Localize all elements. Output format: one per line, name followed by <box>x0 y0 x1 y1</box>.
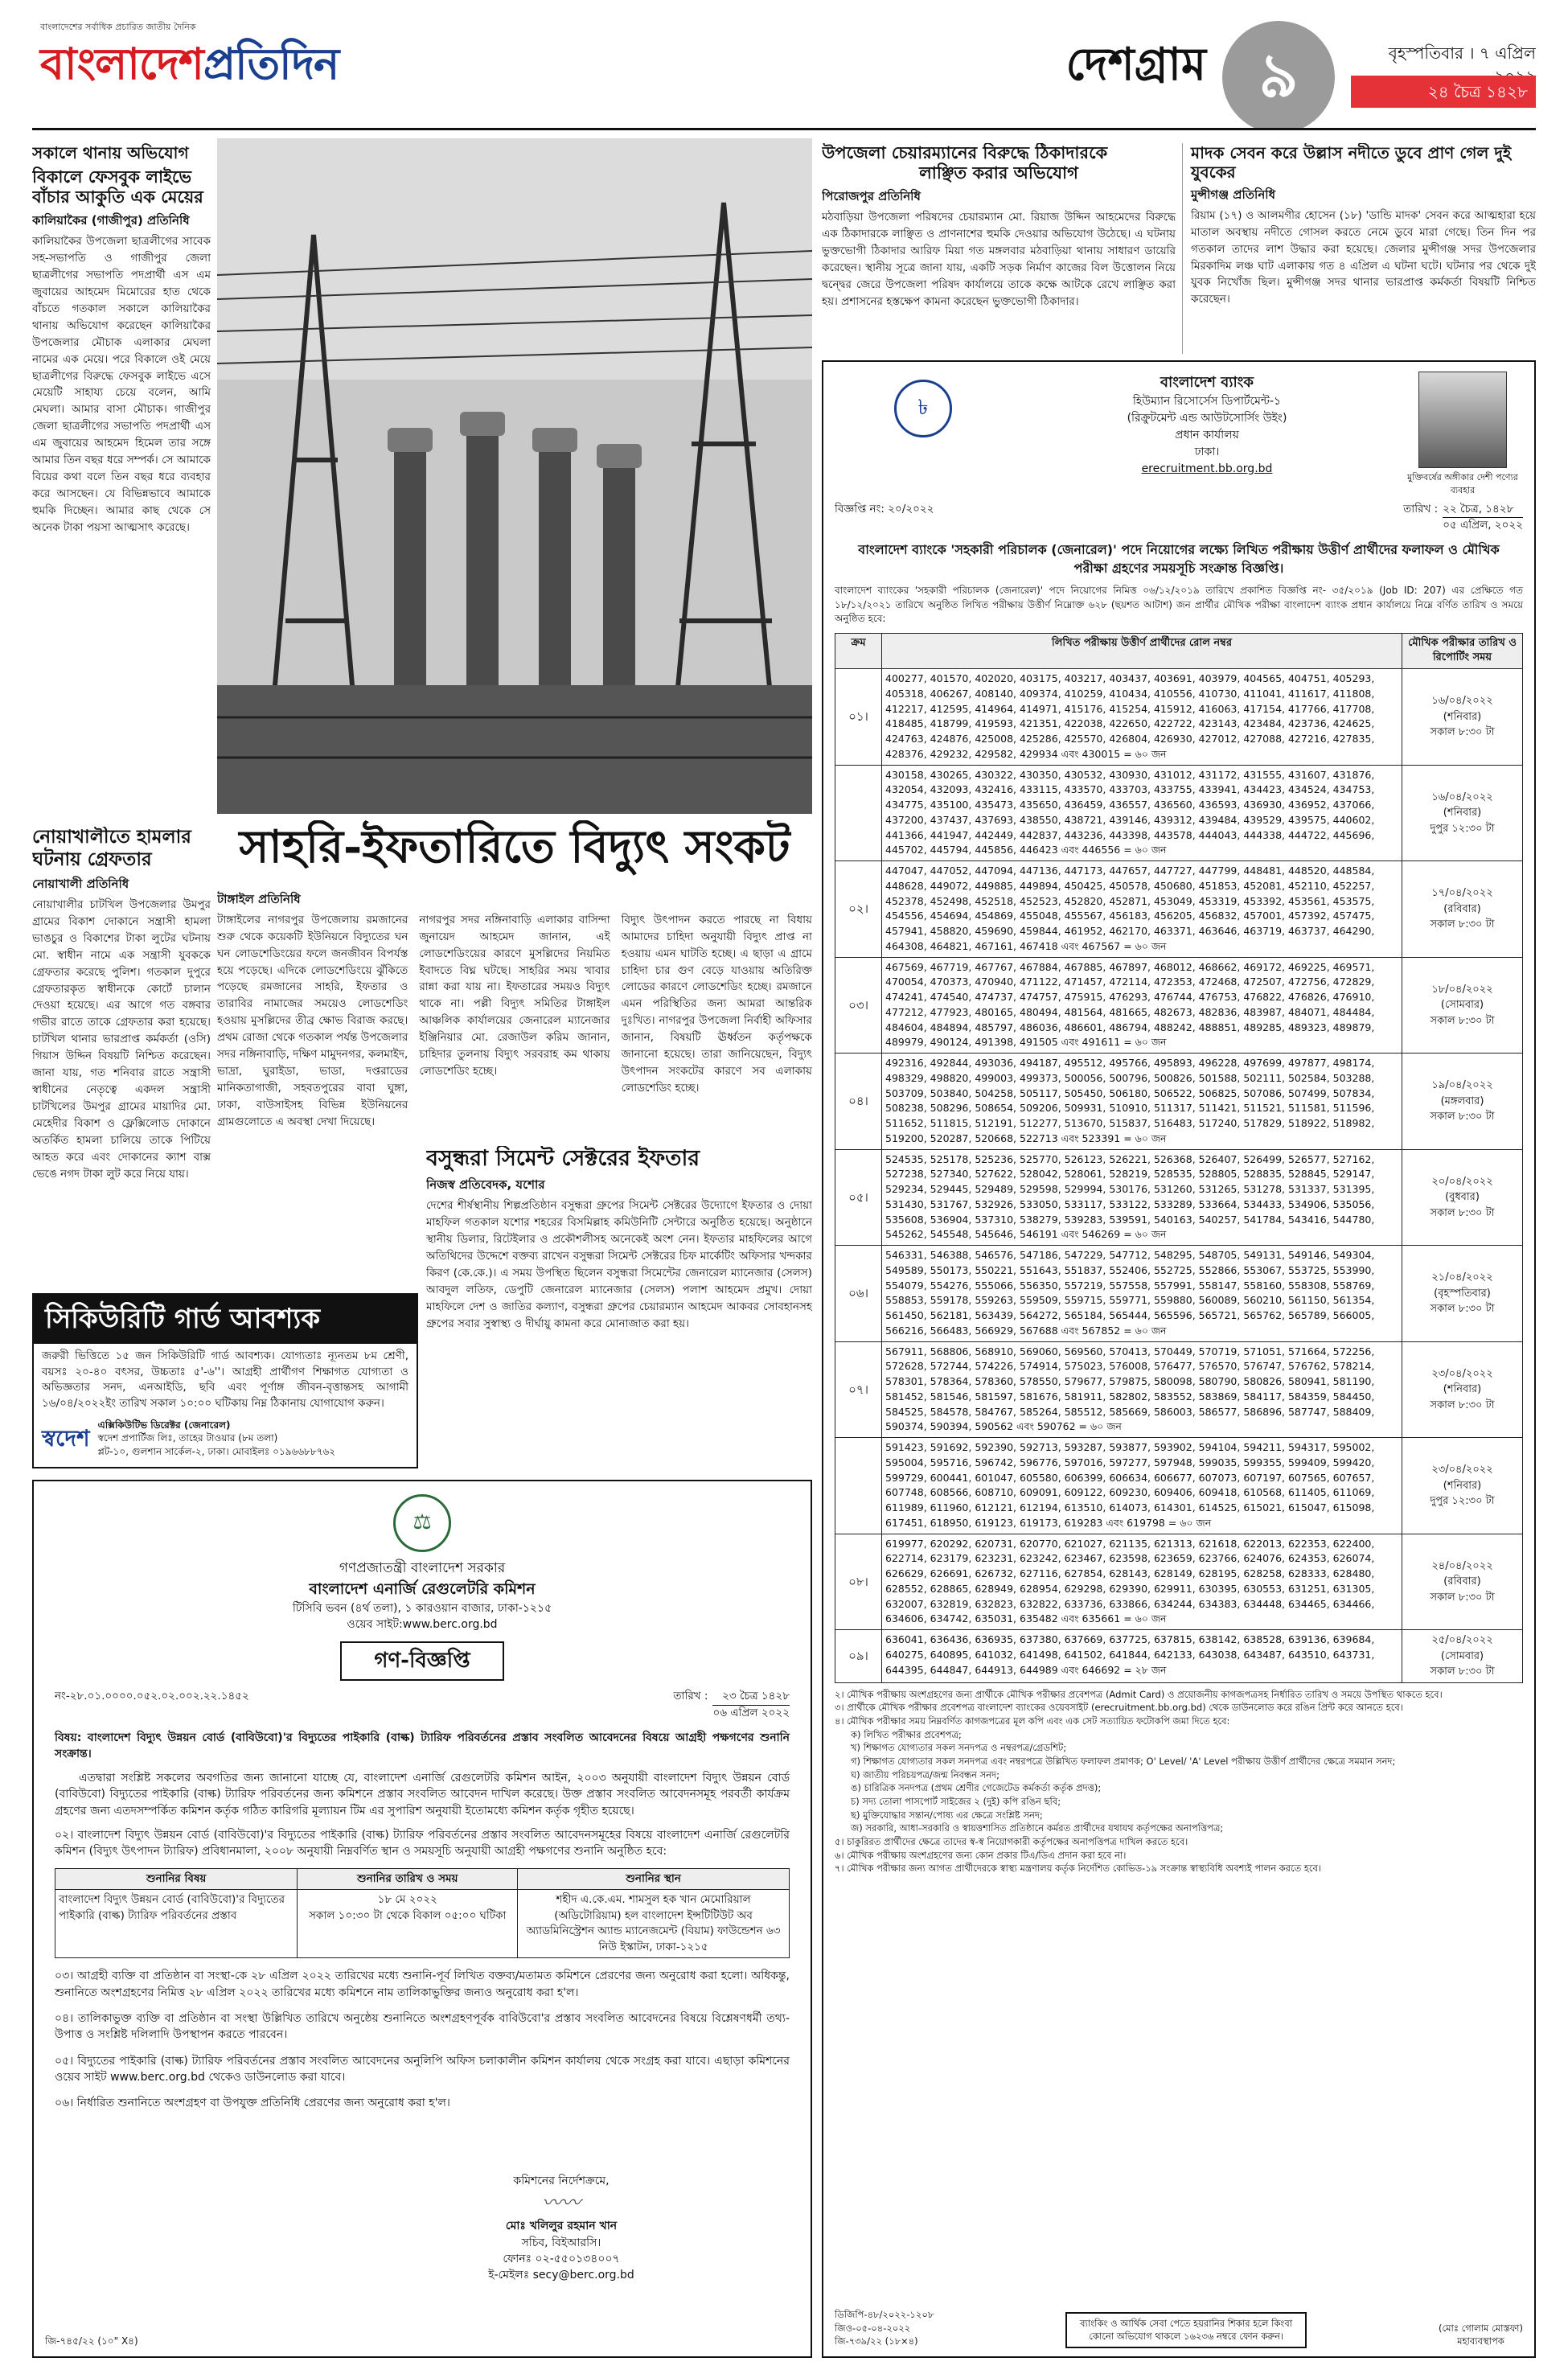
note-item: ৩। প্রার্থীকে মৌখিক পরীক্ষার প্রবেশপত্র বাংলাদেশ ব্যাংকের ওয়েবসাইট (erecruitment.bb.org.bd) থেকে ডাউনলোড করে রঙিন প্রিন্ট করে আনতে হবে। <box>835 1702 1403 1714</box>
story-noakhali <box>32 827 211 1277</box>
ad-berc-notice <box>32 1480 812 2358</box>
bank-notice-number: বিজ্ঞপ্তি নং: ২০/২০২২ <box>835 502 934 515</box>
note-item: খ) শিক্ষাগত যোগ্যতার সকল সনদপত্র ও নম্বরপত্র/গ্রেডশিট; <box>851 1742 1067 1754</box>
bank-dept: হিউম্যান রিসোর্সেস ডিপার্টমেন্ট-১ <box>1132 395 1282 408</box>
bank-website[interactable]: erecruitment.bb.org.bd <box>1141 462 1273 475</box>
berc-gov: গণপ্রজাতন্ত্রী বাংলাদেশ সরকার <box>339 1560 506 1576</box>
row-rolls: 636041, 636436, 636935, 637380, 637669, 637725, 637815, 638142, 638528, 639136, 639684, 640275, 640895, 641032, 641498, 641502, 641844, 642133, 643038, 643487, 643510, 643731, 644395, 644847, 644913, 644989 এবং 646692 = ২৮ জন <box>882 1630 1402 1683</box>
row-date: ১৭/০৪/২০২২ (রবিবার) সকাল ৮:৩০ টা <box>1402 861 1523 958</box>
row-rolls: 400277, 401570, 402020, 403175, 403217, 403437, 403691, 403979, 404565, 404751, 405293, 405318, 406267, 408140, 409374, 410259, 410434, 410556, 410730, 411041, 411617, 411808, 412217, 412595, 414964, 414971, 415176, 415254, 415912, 416063, 417154, 417766, 417708, 418485, 418799, 419593, 421351, 422038, 422650, 422722, 423143, 423484, 423736, 424625, 424763, 424876, 425008, 425286, 425570, 426804, 426930, 427012, 427088, 427216, 427835, 428376, 429232, 429582, 429934 এবং 430015 = ৬০ জন <box>882 669 1402 766</box>
bank-city: ঢাকা। <box>1194 446 1220 458</box>
row-rolls: 430158, 430265, 430322, 430350, 430532, 430930, 431012, 431172, 431555, 431607, 431876, 432054, 432093, 432416, 433115, 433570, 433703, 433755, 433941, 434423, 434524, 434753, 434775, 435100, 435473, 435650, 436459, 436557, 436560, 436593, 436930, 436952, 437066, 437200, 437437, 437693, 438550, 438721, 439146, 439312, 439484, 439529, 439575, 440602, 441366, 441947, 442449, 442837, 443236, 443398, 443578, 444043, 444338, 444722, 445696, 445702, 445794, 445856, 446423 এবং 446556 = ৬০ জন <box>882 765 1402 861</box>
row-serial: ০২। <box>835 861 882 958</box>
swadesh-logo: স্বদেশ <box>42 1424 90 1452</box>
berc-hearing-table <box>55 1868 790 1959</box>
note-item: ৭। মৌখিক পরীক্ষার জন্য আগত প্রার্থীদেরকে স্বাস্থ্য মন্ত্রণালয় কর্তৃক নির্দেশিত কোভিড-১৯ সংক্রান্ত স্বাস্থ্যবিধি অবশ্যই পালন করতে হবে। <box>835 1863 1322 1875</box>
signature-icon: 〰〰 <box>542 2191 581 2215</box>
ad-security-guard <box>32 1293 418 1468</box>
berc-sign-title: সচিব, বিইআরসি। <box>521 2236 601 2249</box>
story-drowning <box>1182 143 1536 354</box>
masthead-tagline: বাংলাদেশের সর্বাধিক প্রচারিত জাতীয় দৈনিক <box>40 22 196 32</box>
power-substation-photo <box>217 138 812 814</box>
table-header: শুনানির তারিখ ও সময় <box>298 1868 518 1890</box>
berc-sign-name: মোঃ খলিলুর রহমান খান <box>505 2220 618 2233</box>
note-item: ঙ) চারিত্রিক সনদপত্র (প্রথম শ্রেণীর গেজেটেড কর্মকর্তা কর্তৃক প্রদত্ত); <box>851 1782 1102 1794</box>
row-rolls: 567911, 568806, 568910, 569060, 569560, 570413, 570449, 570719, 571051, 571664, 572256, 572628, 572744, 574226, 574914, 575023, 576008, 576477, 576570, 576747, 576762, 578214, 578301, 578364, 578360, 578550, 579677, 579875, 580098, 580790, 580826, 580941, 581190, 581452, 581546, 581597, 581676, 581911, 582802, 583552, 583869, 584117, 584359, 584450, 584525, 584578, 584767, 585264, 585512, 585669, 586003, 586577, 586896, 587747, 588409, 590374, 590394, 590562 এবং 590762 = ৬০ জন <box>882 1341 1402 1438</box>
berc-website[interactable]: ওয়েব সাইট:www.berc.org.bd <box>347 1618 498 1632</box>
row-rolls: 619977, 620292, 620731, 620770, 621027, 621135, 621313, 621618, 622013, 622353, 622400, 622714, 623179, 623231, 623242, 623467, 623598, 623659, 623766, 624076, 624353, 626074, 626629, 626691, 626732, 627116, 627854, 628143, 628149, 628195, 628258, 628333, 628480, 628552, 628865, 628949, 628954, 629298, 629390, 629911, 630395, 630553, 631251, 631305, 632007, 632819, 632823, 632822, 633736, 633866, 634244, 634383, 634448, 634465, 634466, 634606, 634742, 635031, 635482 এবং 635661 = ৬০ জন <box>882 1534 1402 1630</box>
row-serial: ০৪। <box>835 1054 882 1150</box>
berc-para-1: এতদ্বারা সংশ্লিষ্ট সকলের অবগতির জন্য জানানো যাচ্ছে যে, বাংলাদেশ এনার্জি রেগুলেটরি কমিশন আইন, ২০০৩ অনুযায়ী বাংলাদেশ বিদ্যুৎ উন্নয়ন বোর্ড (বাবিউবো) বিদ্যুতের পাইকারি (বাল্ক) ট্যারিফ পরিবর্তনের জন্য কমিশনে প্রস্তাব সংবলিত আবেদন দাখিল করেছে। উক্ত প্রস্তাব সংবলিত আবেদনসমূহ পরবর্তী কার্যক্রম গ্রহণের জন্য এতদসম্পর্কিত কমিশন কর্তৃক গঠিত কারিগরি মূল্যায়ন টিম এর সুপারিশ অনুযায়ী ইতোমধ্যে কমিশন কর্তৃক গৃহীত হয়েছে। <box>55 1772 790 1817</box>
berc-para-4: ০৪। তালিকাভুক্ত ব্যক্তি বা প্রতিষ্ঠান বা সংস্থা উল্লিখিত তারিখে অনুষ্ঠেয় শুনানিতে অংশগ্রহণপূর্বক বাবিউবো'র প্রস্তাব সংবলিত আবেদনের বিষয়ে বিশ্লেষণধর্মী তথ্য-উপাত্ত ও সংশ্লিষ্ট দলিলাদি উপস্থাপন করতে পারবেন। <box>55 2012 790 2042</box>
portrait-image <box>1418 372 1507 468</box>
row-rolls: 546331, 546388, 546576, 547186, 547229, 547712, 548295, 548705, 549131, 549146, 549304, 549589, 550173, 550221, 551643, 551837, 552406, 552725, 552866, 553067, 553725, 553990, 554079, 554276, 555066, 556350, 557219, 557558, 557991, 558147, 558160, 558308, 558769, 558853, 559178, 559263, 559509, 559715, 559771, 559880, 560089, 560210, 561150, 561354, 561450, 562181, 563439, 564272, 565184, 565444, 565596, 565721, 565762, 565789, 566005, 566216, 566483, 566929, 567688 এবং 567852 = ৬০ জন <box>882 1246 1402 1342</box>
masthead <box>32 10 1536 130</box>
berc-date-bn: ২৩ চৈত্র ১৪২৮ <box>712 1689 790 1706</box>
row-date: ২০/০৪/২০২২ (বুধবার) সকাল ৮:৩০ টা <box>1402 1149 1523 1246</box>
table-header: ক্রম <box>835 633 882 669</box>
table-row <box>835 765 1523 861</box>
row-rolls: 447047, 447052, 447094, 447136, 447173, 447657, 447727, 447799, 448481, 448520, 448584, 448628, 449072, 449885, 449894, 450425, 450578, 450680, 451853, 452081, 452110, 452257, 452378, 452498, 452518, 452523, 452820, 452871, 453049, 453319, 453392, 453561, 453575, 454556, 454694, 454869, 455048, 455567, 456183, 456205, 456832, 457001, 457392, 457475, 457941, 458820, 459690, 459844, 461952, 462170, 463371, 463646, 463719, 463737, 464290, 464308, 464821, 467161, 467418 এবং 467567 = ৬০ জন <box>882 861 1402 958</box>
row-date: ২৩/০৪/২০২২ (শনিবার) সকাল ৮:৩০ টা <box>1402 1341 1523 1438</box>
section-title: দেশগ্রাম <box>1065 39 1206 91</box>
ad-body: জরুরী ভিত্তিতে ১৫ জন সিকিউরিটি গার্ড আবশ্যক। যোগ্যতাঃ ন্যূনতম ৮ম শ্রেণী, বয়সঃ ২০-৪০ বৎসর, উচ্চতাঃ ৫'-৬''। আগ্রহী প্রার্থীগণ শিক্ষাগত যোগ্যতা ও অভিজ্ঞতার সনদ, এনআইডি, ছবি এবং পূর্ণাঙ্গ জীবন-বৃত্তান্তসহ আগামী ১৬/০৪/২০২২ইং তারিখ সকাল ১০:০০ ঘটিকায় নিম্ন ঠিকানায় যোগাযোগ করুন। <box>42 1349 408 1410</box>
berc-title: গণ-বিজ্ঞপ্তি <box>340 1641 503 1682</box>
substation-image <box>217 138 812 814</box>
story-body: মঠবাড়িয়া উপজেলা পরিষদের চেয়ারম্যান মো. রিয়াজ উদ্দিন আহমেদের বিরুদ্ধে এক ঠিকাদারকে লাঞ্ছিত ও প্রাণনাশের হুমকি দেওয়ার অভিযোগ উঠেছে। এ ঘটনায় ভুক্তভোগী ঠিকাদার আরিফ মিয়া গত মঙ্গলবার মঠবাড়িয়া থানায় সাধারণ ডায়েরি করেছেন। স্থানীয় সূত্রে জানা যায়, একটি সড়ক নির্মাণ কাজের বিল উত্তোলন নিয়ে দ্বন্দ্বের জেরে উপজেলা পরিষদ কার্যালয়ে তাকে কক্ষে আটকে রেখে লাঞ্ছিত করা হয়। প্রশাসনের হস্তক্ষেপ কামনা করেছেন ভুক্তভোগী ঠিকাদার। <box>822 211 1176 308</box>
table-header: মৌখিক পরীক্ষার তারিখ ও রিপোর্টিং সময় <box>1402 633 1523 669</box>
story-byline: নোয়াখালী প্রতিনিধি <box>32 877 129 892</box>
newspaper-logo[interactable]: বাংলাদেশপ্রতিদিন <box>40 38 339 89</box>
row-date: ১৬/০৪/২০২২ (শনিবার) সকাল ৮:৩০ টা <box>1402 669 1523 766</box>
table-row <box>835 1630 1523 1683</box>
row-rolls: 467569, 467719, 467767, 467884, 467885, 467897, 468012, 468662, 469172, 469225, 469571, 470054, 470373, 470940, 471122, 471457, 472114, 472353, 472468, 472507, 472756, 472829, 474241, 474540, 474737, 474757, 475915, 476293, 476744, 476753, 476822, 476826, 476910, 477212, 477923, 480165, 480494, 481564, 481665, 482673, 482836, 483987, 484071, 484484, 484604, 484894, 485797, 486036, 486601, 486794, 488242, 488851, 489285, 489323, 489879, 489979, 490124, 491398, 491505 এবং 491611 = ৬০ জন <box>882 957 1402 1054</box>
bank-date-en: ০৫ এপ্রিল, ২০২২ <box>1443 519 1523 532</box>
row-serial: ০৫। <box>835 1149 882 1246</box>
note-item: ঘ) জাতীয় পরিচয়পত্র/জন্ম নিবন্ধন সনদ; <box>851 1768 999 1780</box>
bank-office: প্রধান কার্যালয় <box>1175 429 1239 442</box>
row-serial <box>835 1438 882 1534</box>
berc-phone: ফোনঃ ০২-৫৫০১৩৪০০৭ <box>503 2252 620 2265</box>
table-header: শুনানির স্থান <box>518 1868 790 1890</box>
row-date: ১৬/০৪/২০২২ (শনিবার) দুপুর ১২:৩০ টা <box>1402 765 1523 861</box>
story-headline[interactable]: নোয়াখালীতে হামলার ঘটনায় গ্রেফতার <box>32 827 191 870</box>
row-rolls: 524535, 525178, 525236, 525770, 526123, 526221, 526368, 526407, 526499, 526577, 527162, 527238, 527340, 527622, 528042, 528061, 528219, 528535, 528805, 528835, 528845, 529147, 529234, 529445, 529489, 529598, 529994, 530176, 531260, 531265, 531278, 531337, 531395, 531430, 531767, 532926, 533050, 533117, 533122, 533289, 533664, 534433, 534906, 535056, 535608, 536904, 537310, 538279, 539283, 539591, 540163, 540257, 541784, 543416, 544780, 545262, 545548, 545646, 546191 এবং 546269 = ৬০ জন <box>882 1149 1402 1246</box>
row-rolls: 591423, 591692, 592390, 592713, 593287, 593877, 593902, 594104, 594211, 594317, 595002, 595004, 595716, 596742, 596776, 597016, 597277, 597948, 599035, 599355, 599409, 599420, 599729, 600441, 601047, 605580, 606399, 606634, 606677, 607073, 607197, 607565, 607657, 607748, 608566, 608710, 609091, 609122, 609230, 609406, 609418, 610568, 611405, 611069, 611989, 611960, 612121, 612194, 613510, 614073, 614301, 614525, 615021, 615047, 615098, 617451, 618950, 619123, 619173, 619283 এবং 619798 = ৬০ জন <box>882 1438 1402 1534</box>
row-date: ২৫/০৪/২০২২ (সোমবার) সকাল ৮:৩০ টা <box>1402 1630 1523 1683</box>
bank-date-bn: ২২ চৈত্র, ১৪২৮ <box>1443 502 1523 519</box>
bank-intro: বাংলাদেশ ব্যাংকের 'সহকারী পরিচালক (জেনারেল)' পদে নিয়োগের নিমিত্ত ০৬/১২/২০১৯ তারিখে প্রকাশিত বিজ্ঞপ্তি নং- ৩৫/২০১৯ (Job ID: 207) এর প্রেক্ষিতে গত ১৮/১২/২০২১ তারিখে অনুষ্ঠিত লিখিত পরীক্ষায় উত্তীর্ণ নিম্নোক্ত ৬২৮ (ছয়শত আটাশ) জন প্রার্থীর মৌখিক পরীক্ষা বাংলাদেশ ব্যাংক প্রধান কার্যালয়ে নিম্নে বর্ণিত তারিখ ও সময়ে অনুষ্ঠিত হবে: <box>835 585 1523 625</box>
berc-para-2: ০২। বাংলাদেশ বিদ্যুৎ উন্নয়ন বোর্ড (বাবিউবো)'র বিদ্যুতের পাইকারি (বাল্ক) ট্যারিফ পরিবর্তনের প্রস্তাব সংবলিত আবেদনসমূহের বিষয়ে বাংলাদেশ এনার্জি রেগুলেটরি কমিশন (বিদ্যুৎ উৎপাদন ট্যারিফ) প্রবিধানমালা, ২০০৮ অনুযায়ী নিম্নবর্ণিত স্থান ও সময়সূচি অনুযায়ী আগ্রহী পক্ষগণের শুনানি অনুষ্ঠিত হবে: <box>55 1829 790 1859</box>
bank-signatory: (মোঃ গোলাম মোস্তফা) মহাব্যবস্থাপক <box>1438 2322 1523 2347</box>
bank-footer-code: ডিজিপি-৪৮/২০২২-১২০৮ জিও-০৫-০৪-২০২২ জি-৭৩৯/২২ (১৮×৪) <box>835 2308 934 2347</box>
note-item: ৬। মৌখিক পরীক্ষায় অংশগ্রহণের জন্য কোন প্রকার টিএ/ডিএ প্রদান করা হবে না। <box>835 1849 1127 1861</box>
issue-date: বৃহস্পতিবার । ৭ এপ্রিল <box>1388 43 1536 63</box>
note-item: জ) সরকারি, আধা-সরকারি ও স্বায়ত্তশাসিত প্রতিষ্ঠানে কর্মরত প্রার্থীদের যথাযথ কর্তৃপক্ষের অনাপত্তিপত্র; <box>851 1822 1224 1834</box>
row-serial: ০৮। <box>835 1534 882 1630</box>
story-headline[interactable]: উপজেলা চেয়ারম্যানের বিরুদ্ধে ঠিকাদারকে <box>822 143 1108 162</box>
note-item: ২। মৌখিক পরীক্ষায় অংশগ্রহণের জন্য প্রার্থীকে মৌখিক পরীক্ষার প্রবেশপত্র (Admit Card) ও প্রয়োজনীয় কাগজপত্রসহ নির্ধারিত তারিখ ও সময়ে উপস্থিত থাকতে হবে। <box>835 1688 1443 1700</box>
story-body: রিয়াম (১৭) ও আলমগীর হোসেন (১৮) 'ডান্ডি মাদক' সেবন করে আত্মহারা হয়ে মাতাল অবস্থায় নদীতে গোসল করতে নেমে ডুবে মারা গেছে। তিন দিন পর গতকাল তাদের লাশ উদ্ধার করা হয়েছে। জেলার মুন্সীগঞ্জ সদর উপজেলার মিরকাদিম লঞ্চ ঘাট এলাকায় গত ৪ এপ্রিল এ ঘটনা ঘটে। ঘটনার পর থেকে দুই যুবক নিখোঁজ ছিল। মুন্সীগঞ্জ সদর থানার ভারপ্রাপ্ত কর্মকর্তা বিষয়টি নিশ্চিত করেছেন। <box>1191 208 1536 306</box>
story-byline: কালিয়াকৈর (গাজীপুর) প্রতিনিধি <box>32 213 190 228</box>
berc-para-3: ০৩। আগ্রহী ব্যক্তি বা প্রতিষ্ঠান বা সংস্থা-কে ২৮ এপ্রিল ২০২২ তারিখের মধ্যে শুনানি-পূর্ব লিখিত বক্তব্য/মতামত কমিশনে প্রেরণের জন্য অনুরোধ করা হলো। অধিকন্তু, শুনানিতে অংশগ্রহণের নিমিত্ত ২৮ এপ্রিল ২০২২ তারিখের মধ্যে কমিশনে নাম তালিকাভুক্তির জন্যও অনুরোধ করা হ'ল। <box>55 1969 790 1999</box>
note-item: ৪। মৌখিক পরীক্ষার সময় নিম্নবর্ণিত কাগজপত্রের মূল কপি এবং এক সেট সত্যায়িত ফটোকপি জমা দিতে হবে: <box>835 1715 1230 1727</box>
table-header: শুনানির বিষয় <box>55 1868 298 1890</box>
table-row <box>835 957 1523 1054</box>
berc-sign-caption: কমিশনের নির্দেশক্রমে, <box>513 2175 610 2187</box>
berc-subject: বিষয়: বাংলাদেশ বিদ্যুৎ উন্নয়ন বোর্ড (বাবিউবো)'র বিদ্যুতের পাইকারি (বাল্ক) ট্যারিফ পরিবর্তনের প্রস্তাব সংবলিত আবেদনের বিষয়ে আগ্রহী পক্ষগণের শুনানি সংক্রান্ত। <box>55 1731 790 1760</box>
table-row <box>835 1054 1523 1150</box>
bank-notes <box>835 1688 1523 1875</box>
ad-bangladesh-bank <box>822 360 1536 2358</box>
berc-seal-icon: ⚖ <box>393 1494 451 1552</box>
story-electricity-headline <box>217 820 812 885</box>
bank-logo-icon: ৳ <box>894 380 952 437</box>
story-headline-line2[interactable]: লাঞ্ছিত করার অভিযোগ <box>919 163 1078 183</box>
note-item: ৫। চাকুরিরত প্রার্থীদের ক্ষেত্রে তাদের স্ব-স্ব নিয়োগকারী কর্তৃপক্ষের অনাপত্তিপত্র দাখিল করতে হবে। <box>835 1836 1188 1848</box>
table-row: বাংলাদেশ বিদ্যুৎ উন্নয়ন বোর্ড (বাবিউবো)'র বিদ্যুতের পাইকারি (বাল্ক) ট্যারিফ পরিবর্তনের প্রস্তাব ১৮ মে ২০২২ সকাল ১০:৩০ টা থেকে বিকাল ০৫:০০ ঘটিকা শহীদ এ.কে.এম. শামসুল হক খান মেমোরিয়াল (অডিটোরিয়াম) হল বাংলাদেশ ইন্সটিটিউট অব অ্যাডমিনিস্ট্রেশন অ্যান্ড ম্যানেজমেন্ট (বিয়াম) ফাউন্ডেশন ৬৩ নিউ ইস্কাটন, ঢাকা-১২১৫ <box>55 1890 790 1958</box>
table-row <box>835 1149 1523 1246</box>
table-row <box>835 1246 1523 1342</box>
berc-para-6: ০৬। নির্ধারিত শুনানিতে অংশগ্রহণ বা উপযুক্ত প্রতিনিধি প্রেরণের জন্য অনুরোধ করা হ'ল। <box>55 2097 450 2110</box>
note-item: ছ) মুক্তিযোদ্ধার সন্তান/পোষ্য এর ক্ষেত্রে সংশ্লিষ্ট সনদ; <box>851 1809 1043 1821</box>
story-column-3: বিদ্যুৎ উৎপাদন করতে পারছে না বিধায় আমাদের চাহিদা অনুযায়ী বিদ্যুৎ প্রাপ্ত না হওয়ায় এমন ঘাটতি হচ্ছে। এ ছাড়া এ গ্রামে চাহিদা চার গুণ বেড়ে যাওয়ায় অতিরিক্ত লোডের কারণে লোডশেডিং হচ্ছে। রমজানে এমন পরিস্থিতির জন্য আমরা আন্তরিক দুঃখিত। নাগরপুর উপজেলা নির্বাহী অফিসার জানান, বিষয়টি ঊর্ধ্বতন কর্তৃপক্ষকে জানানো হয়েছে। তারা জানিয়েছেন, বিদ্যুৎ উৎপাদন সংকটের কারণে সব এলাকায় লোডশেডিং হচ্ছে। <box>621 913 812 1095</box>
ad-company: স্বদেশ প্রপার্টিজ লিঃ, তাহের টাওয়ার (৮ম তলা) <box>97 1432 278 1444</box>
bank-notice-title: বাংলাদেশ ব্যাংকে 'সহকারী পরিচালক (জেনারেল)' পদে নিয়োগের লক্ষ্যে লিখিত পরীক্ষায় উত্তীর্ণ প্রার্থীদের ফলাফল ও মৌখিক পরীক্ষা গ্রহণের সময়সূচি সংক্রান্ত বিজ্ঞপ্তি। <box>858 542 1500 577</box>
table-row <box>835 669 1523 766</box>
story-byline: মুন্সীগঞ্জ প্রতিনিধি <box>1191 187 1275 202</box>
story-bashundhara <box>426 1146 812 1419</box>
story-headline[interactable]: মাদক সেবন করে উল্লাস নদীতে ডুবে প্রাণ গেল দুই যুবকের <box>1191 143 1512 182</box>
row-rolls: 492316, 492844, 493036, 494187, 495512, 495766, 495893, 496228, 497699, 497877, 498174, 498329, 498820, 499003, 499373, 500056, 500796, 500826, 501588, 502111, 502584, 503288, 503709, 503840, 504258, 505117, 505450, 506180, 506522, 506825, 507086, 507499, 507834, 508238, 508296, 508654, 509206, 509931, 510910, 511317, 511421, 511521, 511581, 511596, 511652, 511815, 512191, 512277, 513670, 515837, 516483, 517240, 517829, 518922, 518982, 519200, 520287, 520668, 522713 এবং 523391 = ৬০ জন <box>882 1054 1402 1150</box>
berc-org: বাংলাদেশ এনার্জি রেগুলেটরি কমিশন <box>309 1579 536 1598</box>
ad-headline: সিকিউরিটি গার্ড আবশ্যক <box>34 1295 417 1344</box>
story-body: নোয়াখালীর চাটখিল উপজেলার উমপুর গ্রামের বিকাশ দোকানে সন্ত্রাসী হামলা ভাঙচুর ও বিকাশের টাকা লুটের ঘটনায় মো. স্বাধীন নামে এক সন্ত্রাসী যুবককে গ্রেফতার করেছে পুলিশ। গতকাল দুপুরে গ্রেফতারকৃত স্বাধীনকে কোর্টে চালান দেওয়া হয়েছে। এর আগে গত বঙ্গবার গভীর রাতে তাকে গ্রেফতার করা হয়েছে। চাটখিল থানার ভারপ্রাপ্ত কর্মকর্তা (ওসি) গিয়াস উদ্দিন বিষয়টি নিশ্চিত করেছেন। জানা যায়, গত শনিবার রাতে সন্ত্রাসী স্বাধীনের নেতৃত্বে একদল সন্ত্রাসী চাটখিলের উমপুর গ্রামের মায়াদির মো. মেহেদীর বিকাশ ও ফ্লেক্সিলোড দোকানে অতর্কিত হামলা চালিয়ে তাকে পিটিয়ে আহত করে এবং দোকানের ক্যাশ বাক্স ভেঙে নগদ টাকা লুট করে নিয়ে যায়। <box>32 897 211 1181</box>
row-serial <box>835 765 882 861</box>
berc-address: টিসিবি ভবন (৪র্থ তলা), ১ কারওয়ান বাজার, ঢাকা-১২১৫ <box>292 1602 552 1616</box>
note-item: গ) শিক্ষাগত যোগ্যতার সকল সনদপত্র এবং নম্বরপত্রে উল্লিখিত ফলাফল প্রমাণক; O' Level/ 'A' Level পরীক্ষায় উত্তীর্ণ প্রার্থীদের ক্ষেত্রে সমমান সনদ; <box>851 1756 1396 1768</box>
berc-date-label: তারিখ : <box>673 1690 708 1703</box>
issue-date-bangla: ২৪ চৈত্র ১৪২৮ <box>1351 76 1536 108</box>
table-header: লিখিত পরীক্ষায় উত্তীর্ণ প্রার্থীদের রোল নম্বর <box>882 633 1402 669</box>
berc-memo-number: নং-২৮.০১.০০০০.০৫২.০২.০০২.২২.১৪৫২ <box>55 1690 249 1703</box>
row-serial: ০১। <box>835 669 882 766</box>
berc-date-en: ০৬ এপ্রিল ২০২২ <box>712 1707 790 1720</box>
story-byline: নিজস্ব প্রতিবেদক, যশোর <box>426 1177 545 1193</box>
story-column-2: নাগরপুর সদর নঙ্গিনাবাড়ি এলাকার বাসিন্দা জুনায়েদ আহমেদ জানান, এই লোডশেডিংয়ের কারণে মুসল্লিদের নিয়মিত ইবাদতে বিঘ্ন ঘটছে। সাহরির সময় খাবার রান্না করা যায় না। ইফতারের সময়ও বিদ্যুৎ থাকে না। পল্লী বিদ্যুৎ সমিতির টাঙ্গাইল আঞ্চলিক কার্যালয়ের জেনারেল ম্যানেজার ইঞ্জিনিয়ার মো. রেজাউল করিম জানান, চাহিদার তুলনায় বিদ্যুৎ সরবরাহ কম থাকায় লোডশেডিং হচ্ছে। <box>419 913 610 1078</box>
row-date: ২৪/০৪/২০২২ (রবিবার) সকাল ৮:৩০ টা <box>1402 1534 1523 1630</box>
mujib-caption: মুক্তিবর্ষের অঙ্গীকার দেশী পণ্যের ব্যবহার <box>1407 472 1518 495</box>
page-number-badge: ৯ <box>1222 21 1335 130</box>
row-serial: ০৭। <box>835 1341 882 1438</box>
note-item: চ) সদ্য তোলা পাসপোর্ট সাইজের ২ (দুই) কপি রঙিন ছবি; <box>851 1796 1061 1808</box>
table-row <box>835 1341 1523 1438</box>
roll-number-table <box>835 633 1523 1683</box>
table-row <box>835 861 1523 958</box>
story-facebook <box>32 143 211 642</box>
story-headline[interactable]: বসুন্ধরা সিমেন্ট সেক্টরের ইফতার <box>426 1146 700 1171</box>
electricity-headline[interactable]: সাহরি-ইফতারিতে বিদ্যুৎ সংকট <box>239 820 790 873</box>
story-byline: টাঙ্গাইল প্রতিনিধি <box>217 892 301 906</box>
story-headline[interactable]: বিকালে ফেসবুক লাইভে <box>32 167 192 187</box>
bank-unit: (রিক্রুটমেন্ট এন্ড আউটসোর্সিং উইং) <box>1127 412 1287 425</box>
table-row <box>835 1438 1523 1534</box>
story-body: কালিয়াকৈর উপজেলা ছাত্রলীগের সাবেক সহ-সভাপতি ও গাজীপুর জেলা ছাত্রলীগের সভাপতি পদপ্রার্থী এস এম জুবায়ের আহমেদ মিমোরের হাত থেকে বাঁচতে গতকাল সকালে কালিয়াকৈর থানায় অভিযোগ করেছেন কালিয়াকৈর উপজেলার মৌচাক এলাকার মেঘলা নামের এক মেয়ে। পরে বিকালে ওই মেয়ে ছাত্রলীগের বিরুদ্ধে ফেসবুক লাইভে এসে মেয়েটি সাহায্য চেয়ে বলেন, আমি মেঘলা। আমার বাসা মৌচাক। গাজীপুর জেলা ছাত্রলীগের সভাপতি পদপ্রার্থী এস এম জুবায়ের আহমেদ হিমেল তার সঙ্গে আমার তিন বছর ধরে সম্পর্ক। সে আমাকে বিয়ের কথা বলে তিন বছর ধরে ব্যবহার করে আসছেন। যে বিভিন্নভাবে আমাকে হুমকি দিচ্ছেন। আমার কাছ থেকে সে অনেক টাকা পয়সা আত্মসাৎ করেছে। <box>32 235 211 534</box>
bank-name: বাংলাদেশ ব্যাংক <box>1160 374 1254 391</box>
row-date: ২৩/০৪/২০২২ (শনিবার) দুপুর ১২:৩০ টা <box>1402 1438 1523 1534</box>
story-chairman <box>822 143 1176 354</box>
row-serial: ০৬। <box>835 1246 882 1342</box>
ad-address: প্লট-১০, গুলশান সার্কেল-২, ঢাকা। মোবাইলঃ ০১৯৬৬৮৮৭৬২ <box>97 1446 336 1458</box>
story-column-1: টাঙ্গাইলের নাগরপুর উপজেলায় রমজানের শুরু থেকে কয়েকটি ইউনিয়নে বিদ্যুতের ঘন ঘন লোডশেডিংয়ের ফলে জনজীবন বিপর্যস্ত হয়ে পড়েছে। এদিকে লোডশেডিংয়ে ঝুঁকিতে পড়েছে রমজানের সাহরি, ইফতার ও তারাবির নামাজের সময়েও লোডশেডিং হওয়ায় মুসল্লিদের তীব্র ক্ষোভ বিরাজ করছে। প্রথম রোজা থেকে গতকাল পর্যন্ত উপজেলার সদর নঙ্গিনাবাড়ি, দক্ষিণ মামুদনগর, কলমাইদ, ভাদ্রা, ঘুরাইডা, ভাডা, দপ্তরাডের মানিকতাগাজী, সহবতপুরের বাবা ঘুঙ্গা, ঢাকা, বাউসাইসহ বিভিন্ন ইউনিয়নের গ্রামগুলোতে এ অবস্থা দেখা দিয়েছে। <box>217 913 408 1128</box>
berc-ad-code: জি-৭৪৫/২২ (১০" X৪) <box>45 2335 138 2347</box>
row-date: ২১/০৪/২০২২ (বৃহস্পতিবার) সকাল ৮:৩০ টা <box>1402 1246 1523 1342</box>
berc-email[interactable]: ই-মেইলঃ secy@berc.org.bd <box>488 2269 634 2282</box>
story-byline: পিরোজপুর প্রতিনিধি <box>822 189 921 204</box>
table-row <box>835 1534 1523 1630</box>
row-date: ১৯/০৪/২০২২ (মঙ্গলবার) সকাল ৮:৩০ টা <box>1402 1054 1523 1150</box>
story-kicker: সকালে থানায় অভিযোগ <box>32 143 189 162</box>
row-serial: ০৩। <box>835 957 882 1054</box>
story-body: দেশের শীর্ষস্থানীয় শিল্পপ্রতিষ্ঠান বসুন্ধরা গ্রুপের সিমেন্ট সেক্টরের উদ্যোগে ইফতার ও দোয়া মাহফিল গতকাল যশোর শহরের বিসমিল্লাহ কমিউনিটি সেন্টারে অনুষ্ঠিত হয়েছে। অনুষ্ঠানে স্থানীয় ডিলার, রিটেইলার ও প্রকৌশলীসহ অনেকেই অংশ নেন। ইফতার মাহফিলের আগে অতিথিদের উদ্দেশে বক্তব্য রাখেন বসুন্ধরা সিমেন্ট সেক্টরের চিফ মার্কেটিং অফিসার খন্দকার কিরণ (কে.কে.)। এ সময় উপস্থিত ছিলেন বসুন্ধরা সিমেন্টের জেনারেল ম্যানেজার (সেলস) আবদুল লতিফ, ডেপুটি জেনারেল ম্যানেজার (সেলস) পলাশ আহমেদ প্রমুখ। দোয়া মাহফিলে দেশ ও জাতির কল্যাণ, বসুন্ধরা গ্রুপের চেয়ারম্যান আহমেদ আকবর সোবহানসহ গ্রুপের সবার সুস্বাস্থ্য ও দীর্ঘায়ু কামনা করে মোনাজাত করা হয়। <box>426 1199 812 1330</box>
ad-contact-title: এক্সিকিউটিভ ডিরেক্টর (জেনারেল) <box>97 1419 231 1431</box>
bank-date-label: তারিখ : <box>1403 502 1439 515</box>
row-date: ১৮/০৪/২০২২ (সোমবার) সকাল ৮:৩০ টা <box>1402 957 1523 1054</box>
story-headline-line2[interactable]: বাঁচার আকুতি এক মেয়ের <box>32 187 203 207</box>
berc-para-5: ০৫। বিদ্যুতের পাইকারি (বাল্ক) ট্যারিফ পরিবর্তনের প্রস্তাব সংবলিত আবেদনের অনুলিপি অফিস চলাকালীন কমিশন কার্যালয় থেকে সংগ্রহ করা যাবে। এছাড়া কমিশনের ওয়েব সাইট www.berc.org.bd থেকেও ডাউনলোড করা যাবে। <box>55 2054 790 2084</box>
row-serial: ০৯। <box>835 1630 882 1683</box>
note-item: ক) লিখিত পরীক্ষার প্রবেশপত্র; <box>851 1728 962 1740</box>
bank-helpline: ব্যাংকিং ও আর্থিক সেবা পেতে হয়রানির শিকার হলে কিংবা কোনো অভিযোগ থাকলে ১৬২৩৬ নম্বরে ফোন করুন। <box>1065 2312 1307 2348</box>
